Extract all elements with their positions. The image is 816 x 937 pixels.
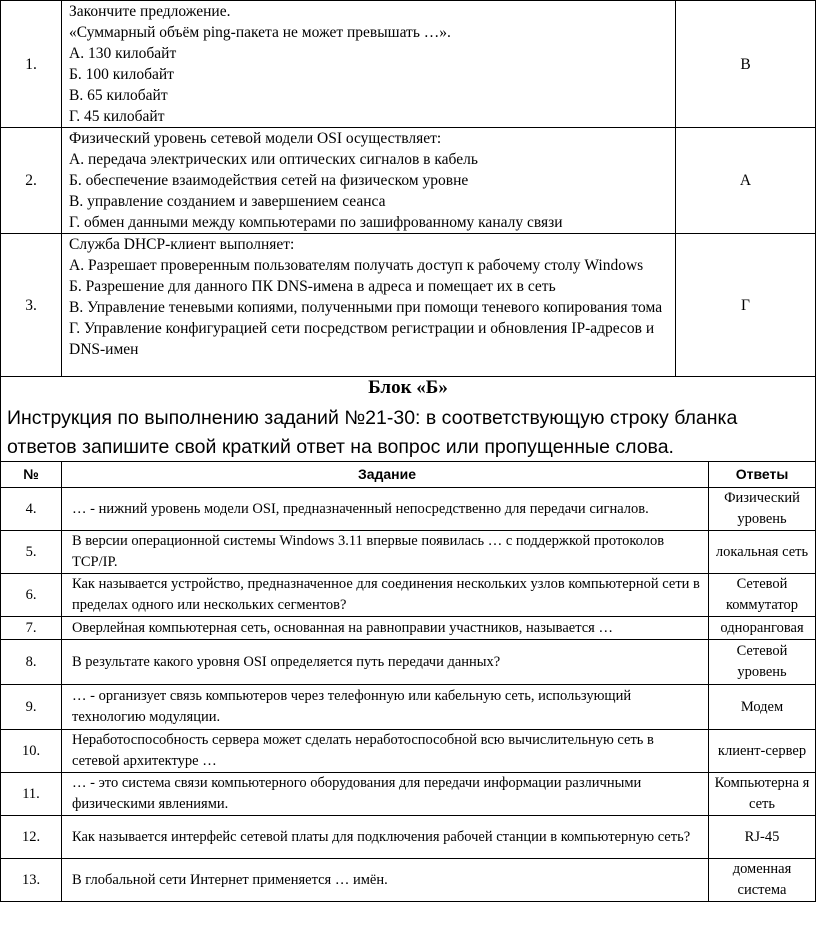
option-b: Б. обеспечение взаимодействия сетей на физическом уровне bbox=[69, 172, 469, 189]
task-number: 7. bbox=[1, 617, 62, 640]
table-row bbox=[1, 488, 816, 531]
block-b-table bbox=[0, 461, 816, 902]
table-row bbox=[1, 816, 816, 859]
task-answer: Физический уровень bbox=[709, 488, 816, 531]
table-row bbox=[1, 685, 816, 730]
task-answer: локальная сеть bbox=[709, 531, 816, 574]
option-v: В. управление созданием и завершением сеанса bbox=[69, 193, 386, 210]
task-number: 9. bbox=[1, 685, 62, 730]
table-row bbox=[1, 617, 816, 640]
task-text: Как называется интерфейс сетевой платы для подключения рабочей станции в компьютерную сеть? bbox=[62, 816, 709, 859]
task-number: 5. bbox=[1, 531, 62, 574]
option-a: А. 130 килобайт bbox=[69, 45, 177, 62]
option-v: В. 65 килобайт bbox=[69, 87, 168, 104]
table-row bbox=[1, 773, 816, 816]
task-text: Неработоспособность сервера может сделать неработоспособной всю вычислительную сеть в сетевой архитектуре … bbox=[62, 730, 709, 773]
header-row bbox=[1, 462, 816, 488]
task-text: … - нижний уровень модели OSI, предназначенный непосредственно для передачи сигналов. bbox=[62, 488, 709, 531]
task-number: 13. bbox=[1, 859, 62, 902]
task-answer: Сетевой уровень bbox=[709, 640, 816, 685]
block-b-instruction: Инструкция по выполнению заданий №21-30: в соответствующую строку бланка ответов запишите свой краткий ответ на вопрос или пропущенные слова. bbox=[0, 400, 816, 464]
question-line: «Суммарный объём ping-пакета не может превышать …». bbox=[69, 24, 451, 41]
task-number: 4. bbox=[1, 488, 62, 531]
option-v: В. Управление теневыми копиями, полученными при помощи теневого копирования тома bbox=[69, 299, 663, 316]
answer-cell: А bbox=[676, 128, 816, 234]
task-answer: клиент-сервер bbox=[709, 730, 816, 773]
task-answer: Сетевой коммутатор bbox=[709, 574, 816, 617]
column-header-number: № bbox=[1, 462, 62, 488]
column-header-answers: Ответы bbox=[709, 462, 816, 488]
table-row bbox=[1, 574, 816, 617]
block-a-table bbox=[0, 0, 816, 377]
table-row bbox=[1, 1, 816, 128]
question-text bbox=[62, 128, 676, 234]
question-number: 1. bbox=[1, 1, 62, 128]
table-row bbox=[1, 531, 816, 574]
table-row bbox=[1, 128, 816, 234]
task-text: … - это система связи компьютерного оборудования для передачи информации различными физическими явлениями. bbox=[62, 773, 709, 816]
task-text: Оверлейная компьютерная сеть, основанная на равноправии участников, называется … bbox=[62, 617, 709, 640]
task-number: 10. bbox=[1, 730, 62, 773]
table-row bbox=[1, 640, 816, 685]
question-text bbox=[62, 234, 676, 377]
option-a: А. Разрешает проверенным пользователям получать доступ к рабочему столу Windows bbox=[69, 257, 644, 274]
task-number: 11. bbox=[1, 773, 62, 816]
block-b-title: Блок «Б» bbox=[0, 374, 816, 400]
task-answer: Модем bbox=[709, 685, 816, 730]
option-b: Б. Разрешение для данного ПК DNS-имена в адреса и помещает их в сеть bbox=[69, 278, 556, 295]
answer-cell: Г bbox=[676, 234, 816, 377]
task-text: Как называется устройство, предназначенное для соединения нескольких узлов компьютерной сети в пределах одного или нескольких сегментов? bbox=[62, 574, 709, 617]
question-number: 2. bbox=[1, 128, 62, 234]
option-a: А. передача электрических или оптических сигналов в кабель bbox=[69, 151, 478, 168]
option-g: Г. Управление конфигурацией сети посредством регистрации и обновления IP-адресов и DNS-имен bbox=[69, 320, 655, 358]
task-text: … - организует связь компьютеров через телефонную или кабельную сеть, использующий технологию модуляции. bbox=[62, 685, 709, 730]
task-number: 8. bbox=[1, 640, 62, 685]
question-text bbox=[62, 1, 676, 128]
option-b: Б. 100 килобайт bbox=[69, 66, 174, 83]
question-line: Закончите предложение. bbox=[69, 3, 231, 20]
question-line: Физический уровень сетевой модели OSI осуществляет: bbox=[69, 130, 442, 147]
task-answer: RJ-45 bbox=[709, 816, 816, 859]
column-header-task: Задание bbox=[62, 462, 709, 488]
task-answer: доменная система bbox=[709, 859, 816, 902]
option-g: Г. обмен данными между компьютерами по зашифрованному каналу связи bbox=[69, 214, 563, 231]
task-text: В глобальной сети Интернет применяется … имён. bbox=[62, 859, 709, 902]
task-number: 12. bbox=[1, 816, 62, 859]
task-text: В версии операционной системы Windows 3.11 впервые появилась … с поддержкой протоколов TCP/IP. bbox=[62, 531, 709, 574]
question-line: Служба DHCP-клиент выполняет: bbox=[69, 236, 295, 253]
answer-cell: В bbox=[676, 1, 816, 128]
table-row bbox=[1, 859, 816, 902]
task-text: В результате какого уровня OSI определяется путь передачи данных? bbox=[62, 640, 709, 685]
option-g: Г. 45 килобайт bbox=[69, 108, 165, 125]
question-number: 3. bbox=[1, 234, 62, 377]
table-row bbox=[1, 234, 816, 377]
task-answer: одноранговая bbox=[709, 617, 816, 640]
task-answer: Компьютерна я сеть bbox=[709, 773, 816, 816]
table-row bbox=[1, 730, 816, 773]
task-number: 6. bbox=[1, 574, 62, 617]
